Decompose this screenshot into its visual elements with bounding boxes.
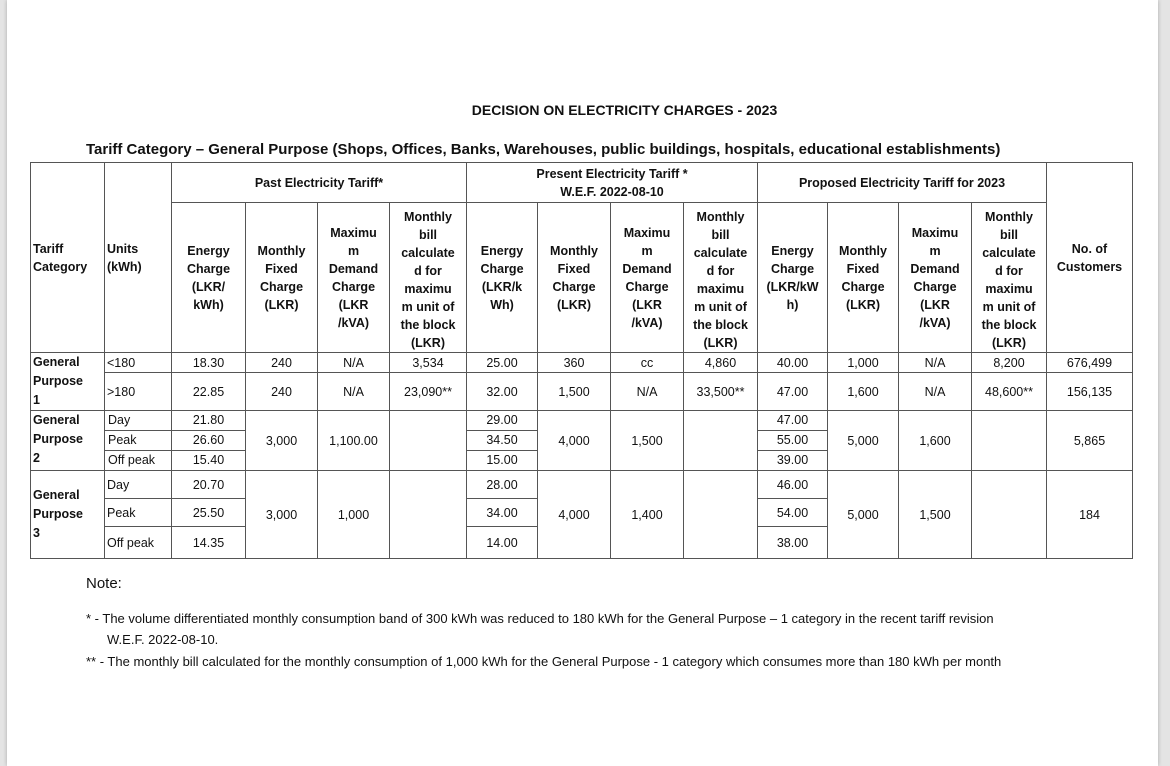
header-past-demand-charge: Maximu m Demand Charge (LKR /kVA) (318, 203, 390, 353)
customers-cell: 676,499 (1047, 353, 1133, 373)
units-cell: Off peak (105, 527, 172, 559)
present-energy-cell: 32.00 (467, 373, 538, 411)
units-cell: <180 (105, 353, 172, 373)
proposed-demand-cell: N/A (899, 373, 972, 411)
past-fixed-cell: 240 (246, 373, 318, 411)
table-subtitle: Tariff Category – General Purpose (Shops, Offices, Banks, Warehouses, public buildings, hospitals, educational establishments) (86, 141, 1001, 158)
proposed-bill-cell: 8,200 (972, 353, 1047, 373)
present-fixed-cell: 360 (538, 353, 611, 373)
present-energy-cell: 29.00 34.50 15.00 (467, 411, 538, 471)
proposed-bill-cell (972, 471, 1047, 559)
proposed-fixed-cell: 1,000 (828, 353, 899, 373)
proposed-energy-cell: 46.00 (758, 471, 828, 499)
present-energy-cell: 14.00 (467, 527, 538, 559)
proposed-demand-cell: 1,500 (899, 471, 972, 559)
header-present-demand-charge: Maximu m Demand Charge (LKR /kVA) (611, 203, 684, 353)
header-past-energy-charge: Energy Charge (LKR/ kWh) (172, 203, 246, 353)
present-bill-cell (684, 471, 758, 559)
past-bill-cell: 23,090** (390, 373, 467, 411)
past-demand-cell: 1,100.00 (318, 411, 390, 471)
category-general-purpose-3: General Purpose 3 (31, 471, 105, 559)
present-demand-cell: 1,400 (611, 471, 684, 559)
present-energy-cell: 34.00 (467, 499, 538, 527)
table-row (31, 471, 1133, 499)
present-bill-cell: 33,500** (684, 373, 758, 411)
notes-heading: Note: (86, 575, 122, 592)
proposed-fixed-cell: 5,000 (828, 411, 899, 471)
group-proposed-tariff: Proposed Electricity Tariff for 2023 (758, 163, 1047, 203)
proposed-energy-cell: 38.00 (758, 527, 828, 559)
header-present-monthly-bill: Monthly bill calculate d for maximu m unit of the block (LKR) (684, 203, 758, 353)
past-demand-cell: 1,000 (318, 471, 390, 559)
units-cell: Day Peak Off peak (105, 411, 172, 471)
customers-cell: 5,865 (1047, 411, 1133, 471)
header-proposed-energy-charge: Energy Charge (LKR/kW h) (758, 203, 828, 353)
proposed-energy-cell: 47.00 55.00 39.00 (758, 411, 828, 471)
units-cell: Day (105, 471, 172, 499)
past-bill-cell (390, 471, 467, 559)
table-row (31, 373, 1133, 411)
document-page (7, 0, 1158, 766)
proposed-fixed-cell: 5,000 (828, 471, 899, 559)
past-energy-cell: 22.85 (172, 373, 246, 411)
group-header-row (31, 163, 1133, 203)
proposed-fixed-cell: 1,600 (828, 373, 899, 411)
header-past-monthly-bill: Monthly bill calculate d for maximu m unit of the block (LKR) (390, 203, 467, 353)
header-proposed-fixed-charge: Monthly Fixed Charge (LKR) (828, 203, 899, 353)
past-demand-cell: N/A (318, 353, 390, 373)
header-proposed-monthly-bill: Monthly bill calculate d for maximu m unit of the block (LKR) (972, 203, 1047, 353)
proposed-demand-cell: 1,600 (899, 411, 972, 471)
customers-cell: 184 (1047, 471, 1133, 559)
present-fixed-cell: 4,000 (538, 411, 611, 471)
units-cell: >180 (105, 373, 172, 411)
proposed-demand-cell: N/A (899, 353, 972, 373)
footnote-1-continued: W.E.F. 2022-08-10. (107, 632, 219, 647)
present-energy-cell: 28.00 (467, 471, 538, 499)
present-fixed-cell: 1,500 (538, 373, 611, 411)
past-fixed-cell: 240 (246, 353, 318, 373)
customers-cell: 156,135 (1047, 373, 1133, 411)
header-tariff-category: Tariff Category (31, 163, 105, 353)
past-energy-cell: 21.80 26.60 15.40 (172, 411, 246, 471)
past-bill-cell: 3,534 (390, 353, 467, 373)
table-row (31, 353, 1133, 373)
proposed-energy-cell: 54.00 (758, 499, 828, 527)
present-energy-cell: 25.00 (467, 353, 538, 373)
present-demand-cell: 1,500 (611, 411, 684, 471)
past-energy-cell: 20.70 (172, 471, 246, 499)
present-demand-cell: cc (611, 353, 684, 373)
present-bill-cell (684, 411, 758, 471)
category-general-purpose-2: General Purpose 2 (31, 411, 105, 471)
category-general-purpose-1: General Purpose 1 (31, 353, 105, 411)
header-present-energy-charge: Energy Charge (LKR/k Wh) (467, 203, 538, 353)
column-header-row (31, 203, 1133, 353)
present-bill-cell: 4,860 (684, 353, 758, 373)
footnote-2: ** - The monthly bill calculated for the monthly consumption of 1,000 kWh for the General Purpose - 1 category which consumes more than 180 kWh per month (86, 654, 1002, 669)
tariff-table (30, 162, 1133, 559)
proposed-bill-cell: 48,600** (972, 373, 1047, 411)
past-bill-cell (390, 411, 467, 471)
footnote-1: * - The volume differentiated monthly consumption band of 300 kWh was reduced to 180 kWh for the General Purpose – 1 category in the recent tariff revision (86, 611, 994, 626)
past-energy-cell: 25.50 (172, 499, 246, 527)
header-units: Units (kWh) (105, 163, 172, 353)
present-demand-cell: N/A (611, 373, 684, 411)
past-demand-cell: N/A (318, 373, 390, 411)
proposed-energy-cell: 40.00 (758, 353, 828, 373)
page-title: DECISION ON ELECTRICITY CHARGES - 2023 (471, 102, 778, 118)
present-fixed-cell: 4,000 (538, 471, 611, 559)
past-energy-cell: 14.35 (172, 527, 246, 559)
proposed-bill-cell (972, 411, 1047, 471)
table-row (31, 411, 1133, 471)
past-fixed-cell: 3,000 (246, 471, 318, 559)
units-cell: Peak (105, 499, 172, 527)
header-present-fixed-charge: Monthly Fixed Charge (LKR) (538, 203, 611, 353)
group-present-tariff: Present Electricity Tariff * W.E.F. 2022-08-10 (467, 163, 758, 203)
proposed-energy-cell: 47.00 (758, 373, 828, 411)
group-past-tariff: Past Electricity Tariff* (172, 163, 467, 203)
past-energy-cell: 18.30 (172, 353, 246, 373)
past-fixed-cell: 3,000 (246, 411, 318, 471)
header-proposed-demand-charge: Maximu m Demand Charge (LKR /kVA) (899, 203, 972, 353)
header-past-fixed-charge: Monthly Fixed Charge (LKR) (246, 203, 318, 353)
header-no-of-customers: No. of Customers (1047, 163, 1133, 353)
